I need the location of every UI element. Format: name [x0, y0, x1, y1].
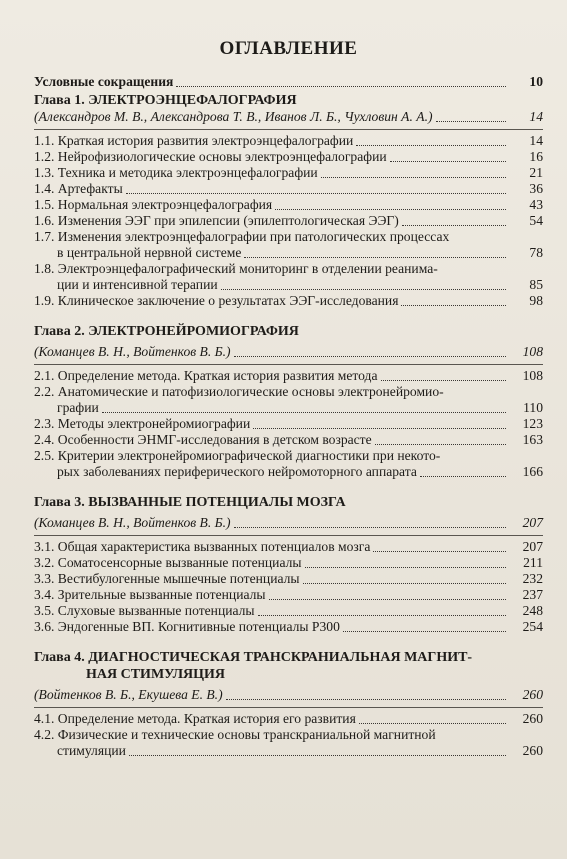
divider — [34, 364, 543, 365]
chapter-1-heading: Глава 1. ЭЛЕКТРОЭНЦЕФАЛОГРАФИЯ — [34, 93, 297, 108]
entry-page: 166 — [522, 464, 543, 479]
toc-entry — [34, 133, 543, 149]
entry-page: 14 — [529, 109, 543, 124]
entry-page: 248 — [522, 603, 543, 618]
toc-entry — [34, 571, 543, 587]
toc-entry — [34, 261, 543, 293]
leader-dots — [305, 567, 506, 568]
leader-dots — [381, 380, 506, 381]
entry-text-line1: 1.7. Изменения электроэнцефалографии при патологических процессах — [34, 229, 450, 244]
toc-entry — [34, 432, 543, 448]
leader-dots — [373, 551, 506, 552]
toc-entry — [34, 587, 543, 603]
entry-text-line2: ции и интенсивной терапии — [57, 277, 218, 292]
entry-page: 260 — [522, 711, 543, 726]
toc-entry-abbreviations — [34, 74, 543, 90]
entry-text: 4.1. Определение метода. Краткая история его развития — [34, 711, 356, 726]
toc-entry — [34, 293, 543, 309]
entry-text: 3.1. Общая характеристика вызванных потенциалов мозга — [34, 539, 371, 554]
entry-text: 2.3. Методы электронейромиографии — [34, 416, 251, 431]
entry-text: 3.5. Слуховые вызванные потенциалы — [34, 603, 255, 618]
leader-dots — [390, 161, 506, 162]
entry-page: 211 — [523, 555, 543, 570]
toc-entry — [34, 368, 543, 384]
toc-entry — [34, 181, 543, 197]
entry-page: 21 — [529, 165, 543, 180]
leader-dots — [226, 699, 506, 700]
authors-text: (Войтенков В. Б., Екушева Е. В.) — [34, 687, 223, 702]
toc-entry — [34, 229, 543, 261]
entry-page: 110 — [523, 400, 543, 415]
entry-page: 207 — [522, 515, 543, 530]
entry-page: 36 — [529, 181, 543, 196]
leader-dots — [253, 428, 506, 429]
entry-text: 3.4. Зрительные вызванные потенциалы — [34, 587, 266, 602]
entry-text: 2.1. Определение метода. Краткая история развития метода — [34, 368, 378, 383]
entry-text: 3.3. Вестибулогенные мышечные потенциалы — [34, 571, 300, 586]
leader-dots — [356, 145, 506, 146]
chapter-4-heading-line2: НАЯ СТИМУЛЯЦИЯ — [86, 667, 226, 682]
divider — [34, 535, 543, 536]
toc-entry — [34, 149, 543, 165]
divider — [34, 707, 543, 708]
leader-dots — [436, 121, 506, 122]
divider — [34, 129, 543, 130]
entry-page: 14 — [529, 133, 543, 148]
toc-entry — [34, 448, 543, 480]
entry-text: 1.2. Нейрофизиологические основы электроэнцефалографии — [34, 149, 387, 164]
leader-dots — [359, 723, 506, 724]
entry-page: 260 — [522, 687, 543, 702]
leader-dots — [275, 209, 506, 210]
entry-text-line2: в центральной нервной системе — [57, 245, 242, 260]
leader-dots — [176, 86, 506, 87]
chapter-2-authors — [34, 344, 543, 360]
leader-dots — [375, 444, 506, 445]
leader-dots — [129, 755, 506, 756]
entry-text: 1.4. Артефакты — [34, 181, 123, 196]
toc-entry — [34, 619, 543, 635]
leader-dots — [102, 412, 506, 413]
entry-page: 85 — [529, 277, 543, 292]
entry-page: 207 — [522, 539, 543, 554]
entry-page: 10 — [529, 74, 543, 89]
entry-text: 1.3. Техника и методика электроэнцефалографии — [34, 165, 318, 180]
chapter-2-heading: Глава 2. ЭЛЕКТРОНЕЙРОМИОГРАФИЯ — [34, 324, 299, 339]
entry-page: 260 — [522, 743, 543, 758]
entry-page: 232 — [522, 571, 543, 586]
leader-dots — [234, 527, 506, 528]
chapter-4-heading — [34, 649, 543, 683]
entry-page: 237 — [522, 587, 543, 602]
toc-entry — [34, 416, 543, 432]
toc-entry — [34, 213, 543, 229]
leader-dots — [420, 476, 506, 477]
entry-text-line1: 2.5. Критерии электронейромиографической диагностики при некото- — [34, 448, 441, 463]
leader-dots — [234, 356, 506, 357]
chapter-4-heading-line1: Глава 4. ДИАГНОСТИЧЕСКАЯ ТРАНСКРАНИАЛЬНАЯ МАГНИТ- — [34, 650, 473, 665]
leader-dots — [126, 193, 506, 194]
entry-text: 1.6. Изменения ЭЭГ при эпилепсии (эпилептологическая ЭЭГ) — [34, 213, 399, 228]
leader-dots — [269, 599, 506, 600]
entry-text-line2: рых заболеваниях периферического нейромоторного аппарата — [57, 464, 417, 479]
leader-dots — [321, 177, 506, 178]
chapter-4-authors — [34, 687, 543, 703]
entry-text-line1: 4.2. Физические и технические основы транскраниальной магнитной — [34, 727, 436, 742]
entry-page: 108 — [522, 344, 543, 359]
entry-text-line1: 1.8. Электроэнцефалографический мониторинг в отделении реанима- — [34, 261, 438, 276]
entry-text: 2.4. Особенности ЭНМГ-исследования в детском возрасте — [34, 432, 372, 447]
toc-entry — [34, 603, 543, 619]
entry-page: 54 — [529, 213, 543, 228]
entry-text: Условные сокращения — [34, 74, 174, 89]
entry-text: 1.5. Нормальная электроэнцефалография — [34, 197, 273, 212]
chapter-3-heading: Глава 3. ВЫЗВАННЫЕ ПОТЕНЦИАЛЫ МОЗГА — [34, 495, 346, 510]
leader-dots — [303, 583, 506, 584]
entry-text: 1.9. Клиническое заключение о результатах ЭЭГ-исследования — [34, 293, 399, 308]
authors-text: (Команцев В. Н., Войтенков В. Б.) — [34, 515, 231, 530]
toc-entry — [34, 555, 543, 571]
leader-dots — [401, 305, 506, 306]
toc-entry — [34, 165, 543, 181]
toc-entry — [34, 539, 543, 555]
entry-text: 3.2. Соматосенсорные вызванные потенциалы — [34, 555, 302, 570]
entry-text: 1.1. Краткая история развития электроэнцефалографии — [34, 133, 354, 148]
leader-dots — [221, 289, 506, 290]
entry-text-line2: стимуляции — [57, 743, 126, 758]
toc-entry — [34, 711, 543, 727]
entry-text: 3.6. Эндогенные ВП. Когнитивные потенциалы Р300 — [34, 619, 340, 634]
entry-page: 163 — [522, 432, 543, 447]
page-title: ОГЛАВЛЕНИЕ — [219, 38, 358, 59]
leader-dots — [343, 631, 506, 632]
entry-page: 254 — [522, 619, 543, 634]
entry-page: 123 — [522, 416, 543, 431]
chapter-1-authors — [34, 109, 543, 125]
entry-page: 43 — [529, 197, 543, 212]
authors-text: (Команцев В. Н., Войтенков В. Б.) — [34, 344, 231, 359]
chapter-3-authors — [34, 515, 543, 531]
entry-text-line1: 2.2. Анатомические и патофизиологические основы электронейромио- — [34, 384, 444, 399]
entry-page: 78 — [529, 245, 543, 260]
toc-entry — [34, 727, 543, 759]
entry-page: 16 — [529, 149, 543, 164]
authors-text: (Александров М. В., Александрова Т. В., Иванов Л. Б., Чухловин А. А.) — [34, 109, 433, 124]
leader-dots — [402, 225, 506, 226]
entry-page: 108 — [522, 368, 543, 383]
leader-dots — [258, 615, 506, 616]
leader-dots — [244, 257, 506, 258]
entry-text-line2: графии — [57, 400, 99, 415]
entry-page: 98 — [529, 293, 543, 308]
toc-entry — [34, 384, 543, 416]
toc-entry — [34, 197, 543, 213]
